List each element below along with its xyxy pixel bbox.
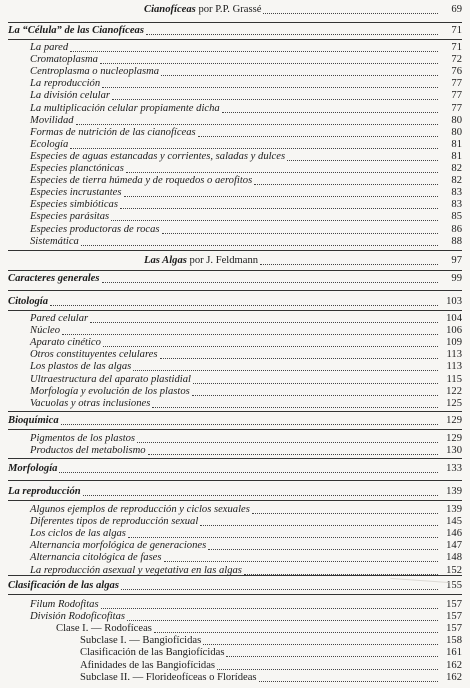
entry-label: Los plastos de las algas xyxy=(30,361,132,373)
toc-entry xyxy=(30,398,462,410)
page-number: 71 xyxy=(451,42,462,53)
entry-label: Los ciclos de las algas xyxy=(30,528,126,540)
entry-label: Centroplasma o nucleoplasma xyxy=(30,66,160,78)
leader-dots xyxy=(161,75,438,76)
entry-label: Alternancia morfológica de generaciones xyxy=(30,540,207,552)
leader-dots xyxy=(226,656,438,657)
entry-label: Subclase II. — Florideofíceas o Florídeas xyxy=(80,671,257,683)
toc-entry xyxy=(80,635,462,647)
entry-label: Vacuolas y otras inclusiones xyxy=(30,397,151,409)
entry-label: Alternancia citológica de fases xyxy=(30,552,162,564)
leader-dots xyxy=(50,305,438,306)
page-number: 104 xyxy=(446,313,462,324)
toc-entry xyxy=(30,386,462,398)
page-number: 157 xyxy=(446,623,462,635)
leader-dots xyxy=(102,282,438,283)
page-number: 83 xyxy=(451,187,462,199)
entry-label: División Rodoficofitas xyxy=(30,611,126,623)
entry-label: Algunos ejemplos de reproducción y ciclos sexuales xyxy=(30,504,250,515)
leader-dots xyxy=(164,561,438,562)
toc-entry xyxy=(30,151,462,163)
leader-dots xyxy=(83,495,438,496)
leader-dots xyxy=(76,124,438,125)
leader-dots xyxy=(111,220,438,221)
leader-dots xyxy=(217,669,438,670)
leader-dots xyxy=(112,99,438,100)
page-number: 86 xyxy=(451,223,462,235)
entry-label: Especies simbióticas xyxy=(30,199,118,211)
page-number: 77 xyxy=(451,90,462,102)
toc-entry xyxy=(30,516,462,528)
toc-part-header xyxy=(8,4,462,16)
leader-dots xyxy=(128,537,438,538)
divider xyxy=(8,22,462,23)
leader-dots xyxy=(120,208,438,209)
leader-dots xyxy=(160,358,439,359)
page-number: 113 xyxy=(446,361,462,373)
leader-dots xyxy=(259,681,438,682)
page-number: 88 xyxy=(451,235,462,247)
leader-dots xyxy=(260,264,438,265)
toc-entry xyxy=(30,349,462,361)
page-number: 133 xyxy=(446,463,462,474)
page-number: 148 xyxy=(446,552,462,564)
divider xyxy=(8,39,462,40)
entry-label: Filum Rodofitas xyxy=(30,599,99,610)
entry-label: La pared xyxy=(30,42,69,53)
section-title: La “Célula” de las Cianofíceas xyxy=(8,25,144,36)
entry-label: La reproducción xyxy=(30,78,101,90)
entry-label: Pigmentos de los plastos xyxy=(30,433,136,444)
page-number: 162 xyxy=(446,671,462,683)
leader-dots xyxy=(200,525,438,526)
entry-label: La reproducción asexual y vegetativa en las algas xyxy=(30,564,242,576)
divider xyxy=(8,270,462,271)
toc-section xyxy=(8,415,462,427)
leader-dots xyxy=(208,549,438,550)
entry-label: Afinidades de las Bangiofícidas xyxy=(80,659,216,671)
page-number: 103 xyxy=(446,296,462,307)
leader-dots xyxy=(90,322,438,323)
entry-label: Cromatoplasma xyxy=(30,54,98,66)
page-number: 81 xyxy=(451,150,462,162)
section-title: Bioquímica xyxy=(8,415,59,426)
toc-entry xyxy=(30,78,462,90)
leader-dots xyxy=(203,644,438,645)
page-number: 82 xyxy=(451,175,462,187)
toc-section xyxy=(8,463,462,475)
leader-dots xyxy=(287,160,438,161)
leader-dots xyxy=(100,63,438,64)
divider xyxy=(8,594,462,595)
toc-section xyxy=(8,486,462,498)
leader-dots xyxy=(61,424,438,425)
entry-label: Sistemática xyxy=(30,235,79,247)
toc-section xyxy=(8,25,462,37)
toc-entry xyxy=(30,599,462,611)
leader-dots xyxy=(62,334,438,335)
leader-dots xyxy=(193,383,438,384)
entry-label: La multiplicación celular propiamente dicha xyxy=(30,102,220,114)
toc-entry xyxy=(30,236,462,248)
toc-entry xyxy=(80,672,462,684)
part-title: Cianofíceas xyxy=(144,4,196,15)
section-title: Clasificación de las algas xyxy=(8,580,119,591)
page-number: 157 xyxy=(446,599,462,610)
page-number: 157 xyxy=(446,611,462,623)
page-number: 122 xyxy=(446,385,462,397)
entry-label: Especies planctónicas xyxy=(30,163,124,174)
leader-dots xyxy=(198,136,438,137)
page-number: 146 xyxy=(446,528,462,540)
page-number: 113 xyxy=(446,349,462,361)
entry-label: Otros constituyentes celulares xyxy=(30,349,158,361)
toc-entry xyxy=(30,540,462,552)
page-number: 81 xyxy=(451,138,462,150)
leader-dots xyxy=(152,407,438,408)
page-number: 69 xyxy=(451,4,462,15)
part-author: por P.P. Grassé xyxy=(195,4,262,15)
page-number: 162 xyxy=(446,659,462,671)
toc-entry xyxy=(30,115,462,127)
toc-entry xyxy=(30,42,462,54)
entry-label: Especies parásitas xyxy=(30,211,110,223)
entry-label: Especies incrustantes xyxy=(30,187,122,199)
page-number: 76 xyxy=(451,66,462,78)
page-number: 139 xyxy=(446,504,462,515)
page-number: 145 xyxy=(446,516,462,528)
leader-dots xyxy=(103,346,438,347)
entry-label: Pared celular xyxy=(30,313,89,324)
entry-label: Ultraestructura del aparato plastidial xyxy=(30,373,191,385)
leader-dots xyxy=(121,589,438,590)
divider xyxy=(8,250,462,251)
page-number: 158 xyxy=(446,635,462,647)
toc-entry xyxy=(30,187,462,199)
divider xyxy=(8,500,462,501)
entry-label: Subclase I. — Bangiofícidas xyxy=(80,635,202,647)
leader-dots xyxy=(133,370,438,371)
leader-dots xyxy=(252,513,438,514)
page-number: 125 xyxy=(446,397,462,409)
leader-dots xyxy=(124,196,438,197)
toc-entry xyxy=(30,374,462,386)
toc-entry xyxy=(30,433,462,445)
toc-entry xyxy=(30,54,462,66)
divider xyxy=(8,480,462,481)
leader-dots xyxy=(81,245,438,246)
leader-dots xyxy=(126,172,438,173)
page-number: 106 xyxy=(446,325,462,337)
toc-entry xyxy=(30,504,462,516)
page-number: 155 xyxy=(446,580,462,591)
page-number: 77 xyxy=(451,78,462,90)
divider xyxy=(8,429,462,430)
page-number: 82 xyxy=(451,163,462,174)
toc-entry xyxy=(30,528,462,540)
toc-section xyxy=(8,296,462,308)
page-number: 80 xyxy=(451,126,462,138)
leader-dots xyxy=(154,632,438,633)
divider xyxy=(8,575,462,576)
page-number: 161 xyxy=(446,647,462,659)
toc-entry xyxy=(30,127,462,139)
page-number: 83 xyxy=(451,199,462,211)
section-title: Morfología xyxy=(8,463,58,474)
toc-entry xyxy=(30,199,462,211)
page-number: 147 xyxy=(446,540,462,552)
toc-entry xyxy=(30,103,462,115)
leader-dots xyxy=(254,184,438,185)
page-number: 85 xyxy=(451,211,462,223)
divider xyxy=(8,290,462,291)
entry-label: Aparato cinético xyxy=(30,337,101,349)
section-title: Citología xyxy=(8,296,49,307)
entry-label: Movilidad xyxy=(30,114,74,126)
divider xyxy=(8,310,462,311)
page-number: 139 xyxy=(446,486,462,497)
entry-label: Formas de nutrición de las cianofíceas xyxy=(30,126,196,138)
entry-label: Productos del metabolismo xyxy=(30,445,146,457)
toc-entry xyxy=(80,660,462,672)
leader-dots xyxy=(70,51,438,52)
page-number: 72 xyxy=(451,54,462,66)
part-author: por J. Feldmann xyxy=(186,255,259,266)
leader-dots xyxy=(59,472,438,473)
divider xyxy=(8,411,462,412)
page-number: 130 xyxy=(446,445,462,457)
leader-dots xyxy=(70,148,438,149)
toc-entry xyxy=(30,66,462,78)
entry-label: Clasificación de las Bangiofícidas xyxy=(80,647,225,659)
leader-dots xyxy=(127,620,438,621)
page-number: 129 xyxy=(446,415,462,426)
toc-entry xyxy=(30,211,462,223)
toc-entry xyxy=(30,90,462,102)
toc-entry xyxy=(30,313,462,325)
toc-entry xyxy=(30,139,462,151)
page-number: 152 xyxy=(446,564,462,576)
leader-dots xyxy=(162,233,438,234)
entry-label: La división celular xyxy=(30,90,111,102)
entry-label: Especies de aguas estancadas y corrientes, saladas y dulces xyxy=(30,150,286,162)
entry-label: Núcleo xyxy=(30,325,61,337)
entry-label: Morfología y evolución de los plastos xyxy=(30,385,190,397)
page-number: 80 xyxy=(451,114,462,126)
page-number: 99 xyxy=(451,273,462,284)
section-title: Caracteres generales xyxy=(8,273,100,284)
page-number: 97 xyxy=(451,255,462,266)
toc-entry xyxy=(30,163,462,175)
leader-dots xyxy=(222,112,438,113)
toc-entry xyxy=(56,623,462,635)
page-number: 109 xyxy=(446,337,462,349)
entry-label: Ecología xyxy=(30,138,69,150)
divider xyxy=(8,458,462,459)
toc-entry xyxy=(30,361,462,373)
leader-dots xyxy=(148,454,438,455)
toc-entry xyxy=(30,445,462,457)
toc-entry xyxy=(30,611,462,623)
part-title: Las Algas xyxy=(144,255,187,266)
toc-entry xyxy=(30,325,462,337)
leader-dots xyxy=(146,34,438,35)
leader-dots xyxy=(137,442,438,443)
leader-dots xyxy=(101,608,438,609)
page-number: 77 xyxy=(451,102,462,114)
entry-label: Diferentes tipos de reproducción sexual xyxy=(30,516,199,528)
leader-dots xyxy=(263,13,438,14)
toc-entry xyxy=(30,224,462,236)
page-number: 71 xyxy=(451,25,462,36)
entry-label: Especies de tierra húmeda y de roquedos o aerofitos xyxy=(30,175,253,187)
toc-part-header xyxy=(8,255,462,267)
entry-label: Clase I. — Rodofíceas xyxy=(56,623,152,635)
entry-label: Especies productoras de rocas xyxy=(30,223,160,235)
page-number: 115 xyxy=(446,373,462,385)
toc-entry xyxy=(80,647,462,659)
toc-entry xyxy=(30,175,462,187)
toc-entry xyxy=(30,552,462,564)
page-number: 129 xyxy=(446,433,462,444)
section-title: La reproducción xyxy=(8,486,81,497)
leader-dots xyxy=(102,87,438,88)
toc-section xyxy=(8,273,462,285)
toc-entry xyxy=(30,337,462,349)
leader-dots xyxy=(192,395,438,396)
